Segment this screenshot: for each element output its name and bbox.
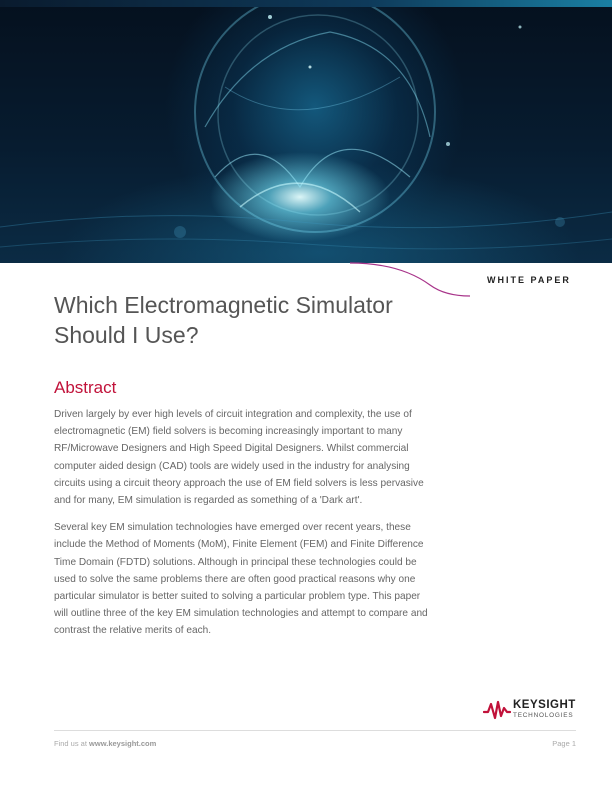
title-line-1: Which Electromagnetic Simulator: [54, 292, 393, 318]
footer-prefix: Find us at: [54, 739, 87, 748]
footer-url-link[interactable]: www.keysight.com: [89, 739, 157, 748]
document-type-label: WHITE PAPER: [487, 275, 571, 285]
logo-name: KEYSIGHT: [513, 699, 576, 711]
abstract-heading: Abstract: [54, 378, 117, 397]
abstract-body: [54, 406, 434, 650]
page-title: [54, 290, 474, 350]
logo-subtitle: TECHNOLOGIES: [513, 712, 574, 719]
footer-divider: [54, 730, 576, 731]
footer-find-us: [54, 739, 156, 748]
paragraph: Several key EM simulation technologies have emerged over recent years, these include the Method of Moments (MoM), Finite Element (FEM) and Finite Difference Time Domain (FDTD) solutions. Although in principal these technologies could be used to solve the same problems there are often good practical reasons why one particular simulator is better suited to solving a particular problem type. This paper will outline three of the key EM simulation technologies and attempt to compare and contrast the relative merits of each.: [54, 522, 428, 637]
hero-glow-sphere: [0, 7, 612, 263]
title-line-2: Should I Use?: [54, 322, 199, 348]
hero-image: [0, 7, 612, 263]
keysight-logo: [483, 697, 583, 723]
keysight-wave-icon: [483, 700, 511, 720]
top-color-bar: [0, 0, 612, 7]
page-number: Page 1: [552, 739, 576, 748]
paragraph: Driven largely by ever high levels of circuit integration and complexity, the use of electromagnetic (EM) field solvers is becoming increasingly important to many RF/Microwave Designers and High Speed Digital Designers. Whilst commercial computer aided design (CAD) tools are widely used in the industry for analysing circuits using a circuit theory approach the use of EM field solvers is less pervasive and for many, EM simulation is regarded as something of a 'Dark art'.: [54, 409, 424, 507]
